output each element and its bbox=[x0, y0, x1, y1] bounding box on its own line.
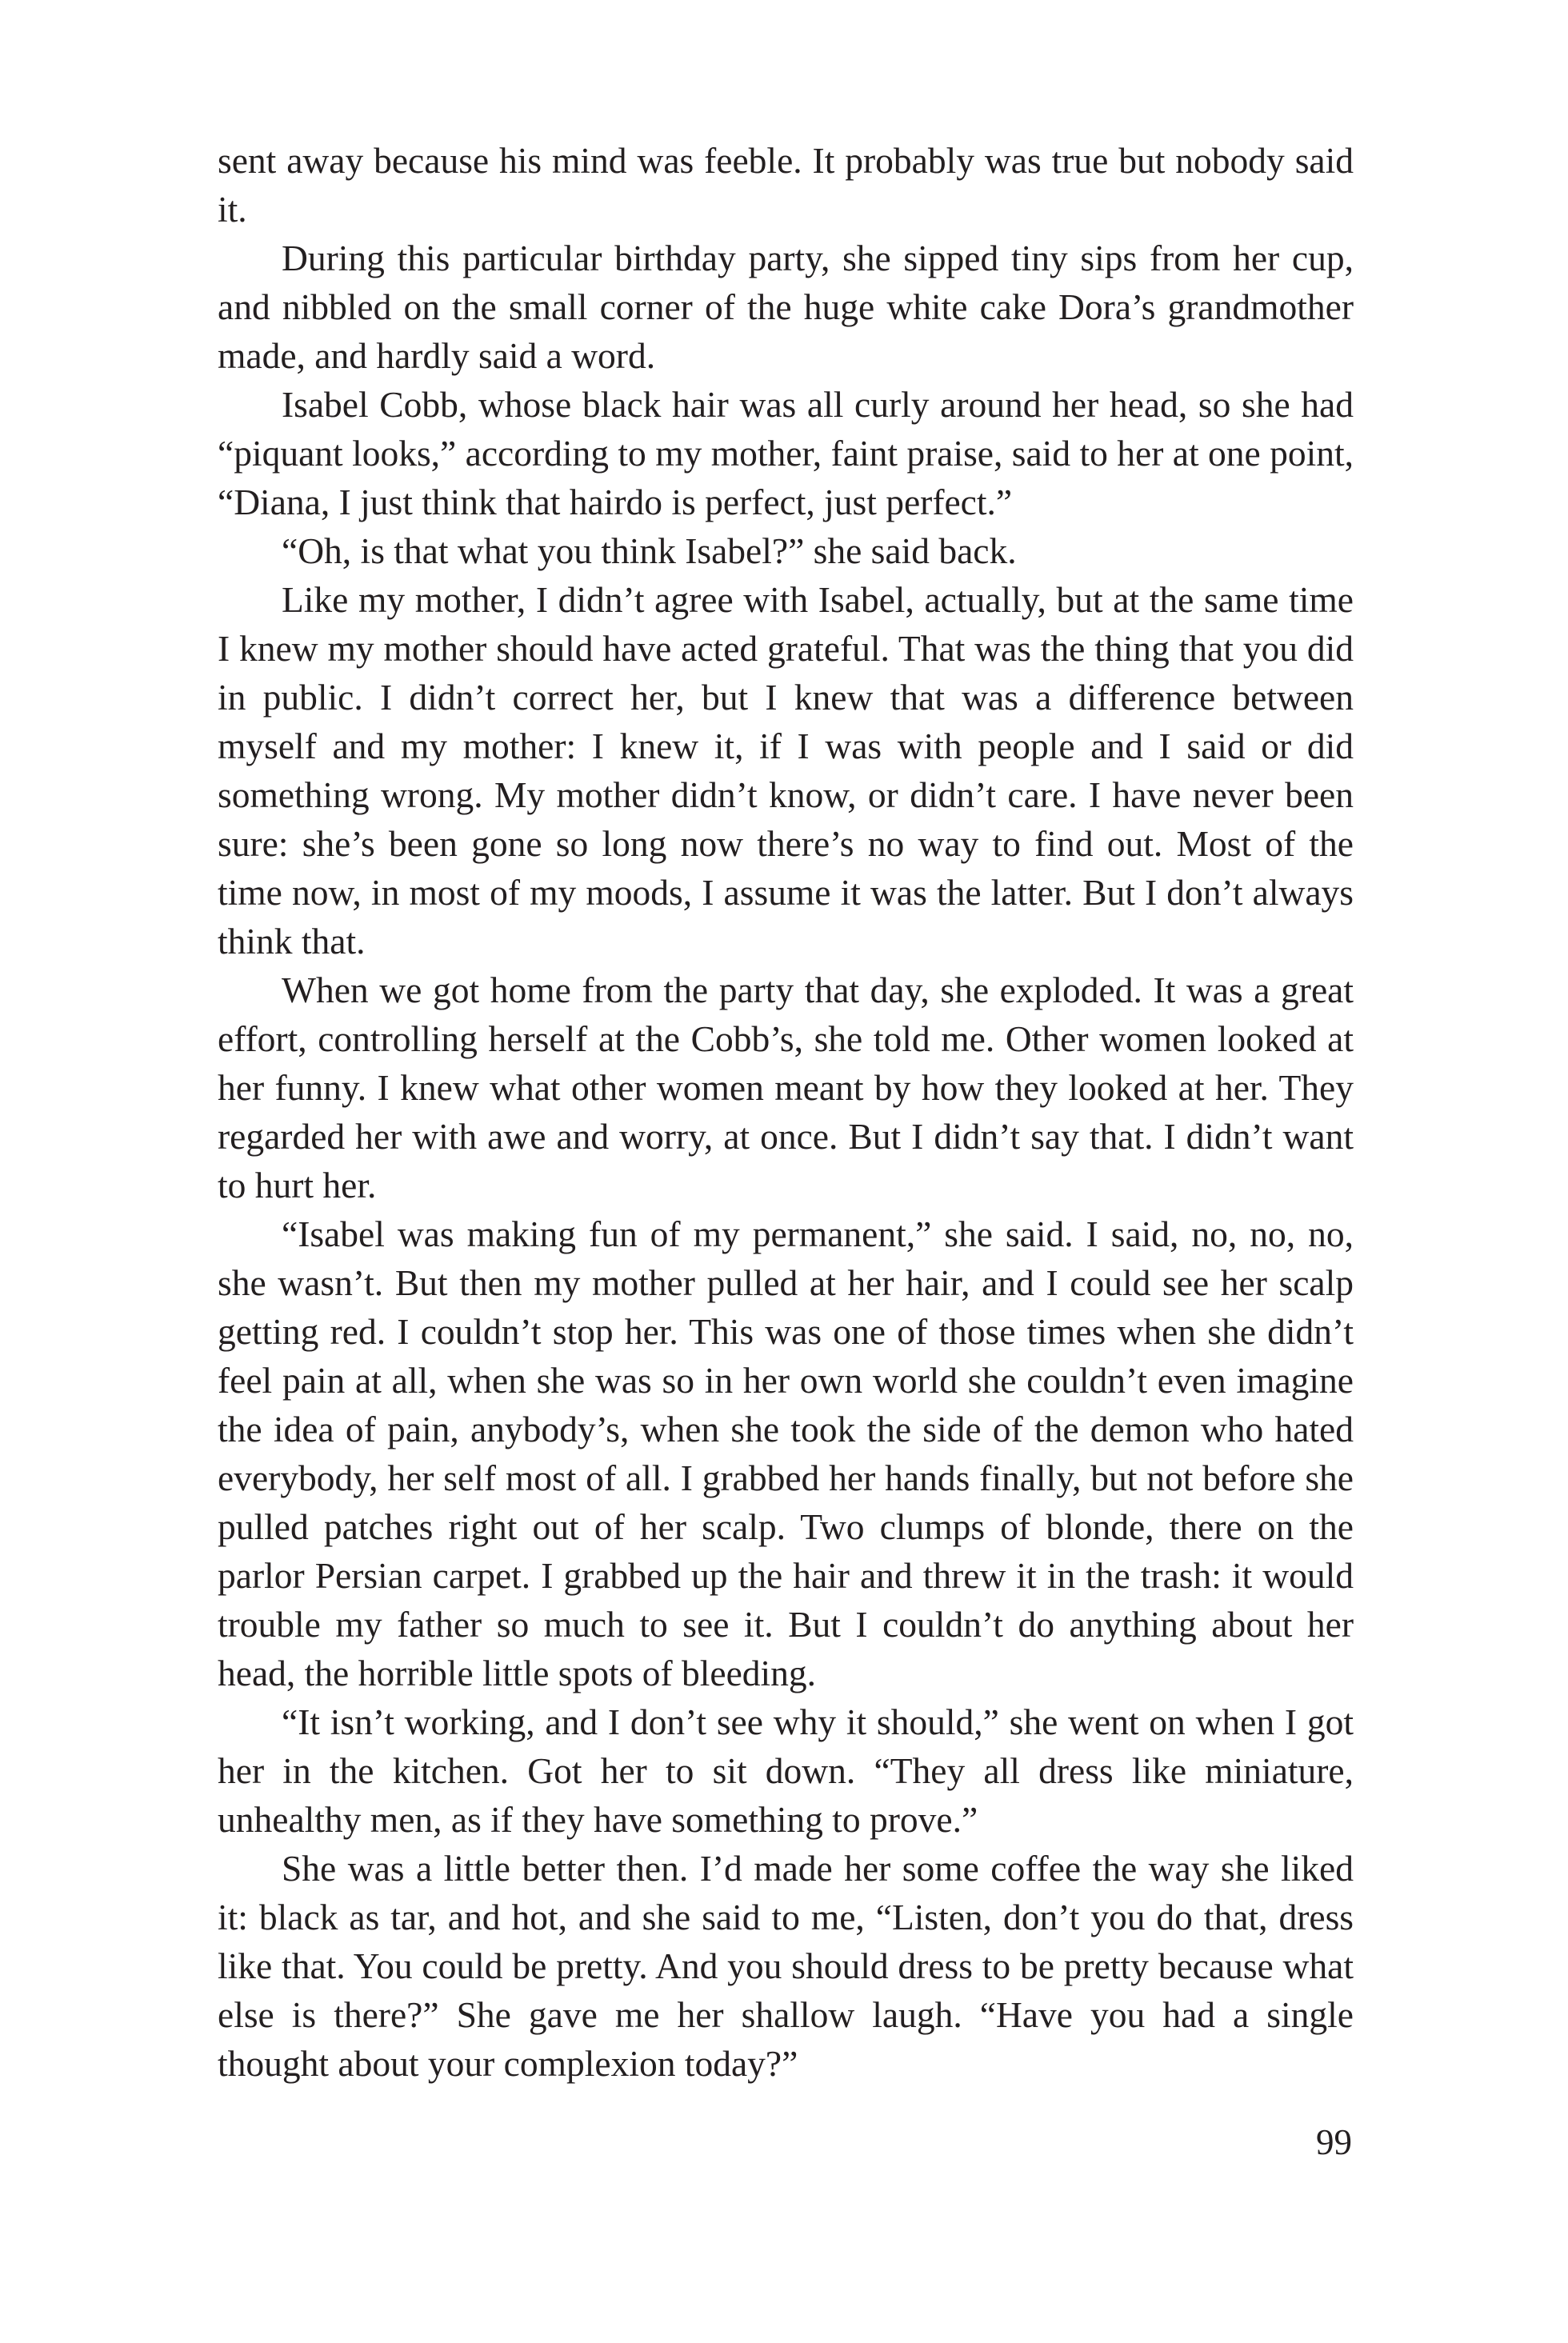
paragraph: During this particular birthday party, she sipped tiny sips from her cup, and nibbled on the small corner of the huge white cake Dora’s grandmother made, and hardly said a word. bbox=[218, 238, 1354, 376]
paragraph: Isabel Cobb, whose black hair was all curly around her head, so she had “piquant looks,” according to my mother, faint praise, said to her at one point, “Diana, I just think that hairdo is perfect, just perfect.” bbox=[218, 384, 1354, 522]
paragraph: sent away because his mind was feeble. It probably was true but nobody said it. bbox=[218, 140, 1354, 230]
paragraph: “Oh, is that what you think Isabel?” she said back. bbox=[282, 530, 1017, 571]
paragraph: Like my mother, I didn’t agree with Isabel, actually, but at the same time I knew my mother should have acted grateful. That was the thing that you did in public. I didn’t correct her, but I knew that was a difference between myself and my mother: I knew it, if I was with people and I said or did something wrong. My mother didn’t know, or didn’t care. I have never been sure: she’s been gone so long now there’s no way to find out. Most of the time now, in most of my moods, I assume it was the latter. But I don’t always think that. bbox=[218, 579, 1354, 962]
paragraph: She was a little better then. I’d made her some coffee the way she liked it: black as tar, and hot, and she said to me, “Listen, don’t you do that, dress like that. You could be pretty. And you should dress to be pretty because what else is there?” She gave me her shallow laugh. “Have you had a single thought about your complexion today?” bbox=[218, 1848, 1354, 2084]
page-number: 99 bbox=[1316, 2122, 1352, 2162]
paragraph: “It isn’t working, and I don’t see why it should,” she went on when I got her in the kitchen. Got her to sit down. “They all dress like miniature, unhealthy men, as if they have something to prove.” bbox=[218, 1701, 1354, 1840]
paragraph: When we got home from the party that day, she exploded. It was a great effort, controlling herself at the Cobb’s, she told me. Other women looked at her funny. I knew what other women meant by how they looked at her. They regarded her with awe and worry, at once. But I didn’t say that. I didn’t want to hurt her. bbox=[218, 970, 1354, 1205]
body-text bbox=[218, 136, 1354, 2088]
paragraph: “Isabel was making fun of my permanent,” she said. I said, no, no, no, she wasn’t. But then my mother pulled at her hair, and I could see her scalp getting red. I couldn’t stop her. This was one of those times when she didn’t feel pain at all, when she was so in her own world she couldn’t even imagine the idea of pain, anybody’s, when she took the side of the demon who hated everybody, her self most of all. I grabbed her hands finally, but not before she pulled patches right out of her scalp. Two clumps of blonde, there on the parlor Persian carpet. I grabbed up the hair and threw it in the trash: it would trouble my father so much to see it. But I couldn’t do anything about her head, the horrible little spots of bleeding. bbox=[218, 1213, 1354, 1693]
